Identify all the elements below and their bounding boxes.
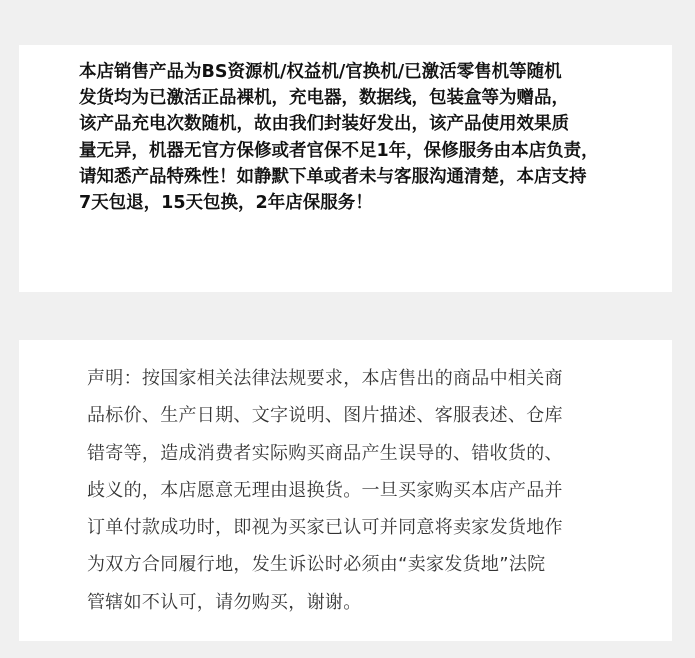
notice-line-4: 量无异，机器无官方保修或者官保不足1年，保修服务由本店负责，	[79, 140, 599, 161]
notice-line-1: 本店销售产品为BS资源机/权益机/官换机/已激活零售机等随机	[79, 62, 562, 82]
statement-line-6: 为双方合同履行地，发生诉讼时必须由“卖家发货地”法院	[87, 554, 546, 576]
statement-line-7: 管辖如不认可，请勿购买，谢谢。	[87, 591, 362, 613]
statement-line-4: 歧义的，本店愿意无理由退换货。一旦买家购买本店产品并	[87, 479, 563, 501]
statement-line-3: 错寄等，造成消费者实际购买商品产生误导的、错收货的、	[87, 442, 563, 464]
legal-statement-card	[19, 340, 672, 641]
notice-line-5: 请知悉产品特殊性！如静默下单或者未与客服沟通清楚，本店支持	[79, 166, 587, 187]
notice-line-2: 发货均为已激活正品裸机，充电器，数据线，包装盒等为赠品，	[79, 88, 569, 109]
notice-line-3: 该产品充电次数随机，故由我们封装好发出，该产品使用效果质	[79, 114, 569, 135]
product-notice-card	[19, 45, 672, 292]
notice-line-6: 7天包退，15天包换，2年店保服务！	[79, 193, 373, 214]
statement-line-2: 品标价、生产日期、文字说明、图片描述、客服表述、仓库	[87, 405, 563, 427]
statement-line-1: 声明：按国家相关法律法规要求，本店售出的商品中相关商	[87, 368, 563, 389]
statement-line-5: 订单付款成功时，即视为买家已认可并同意将卖家发货地作	[87, 517, 563, 539]
